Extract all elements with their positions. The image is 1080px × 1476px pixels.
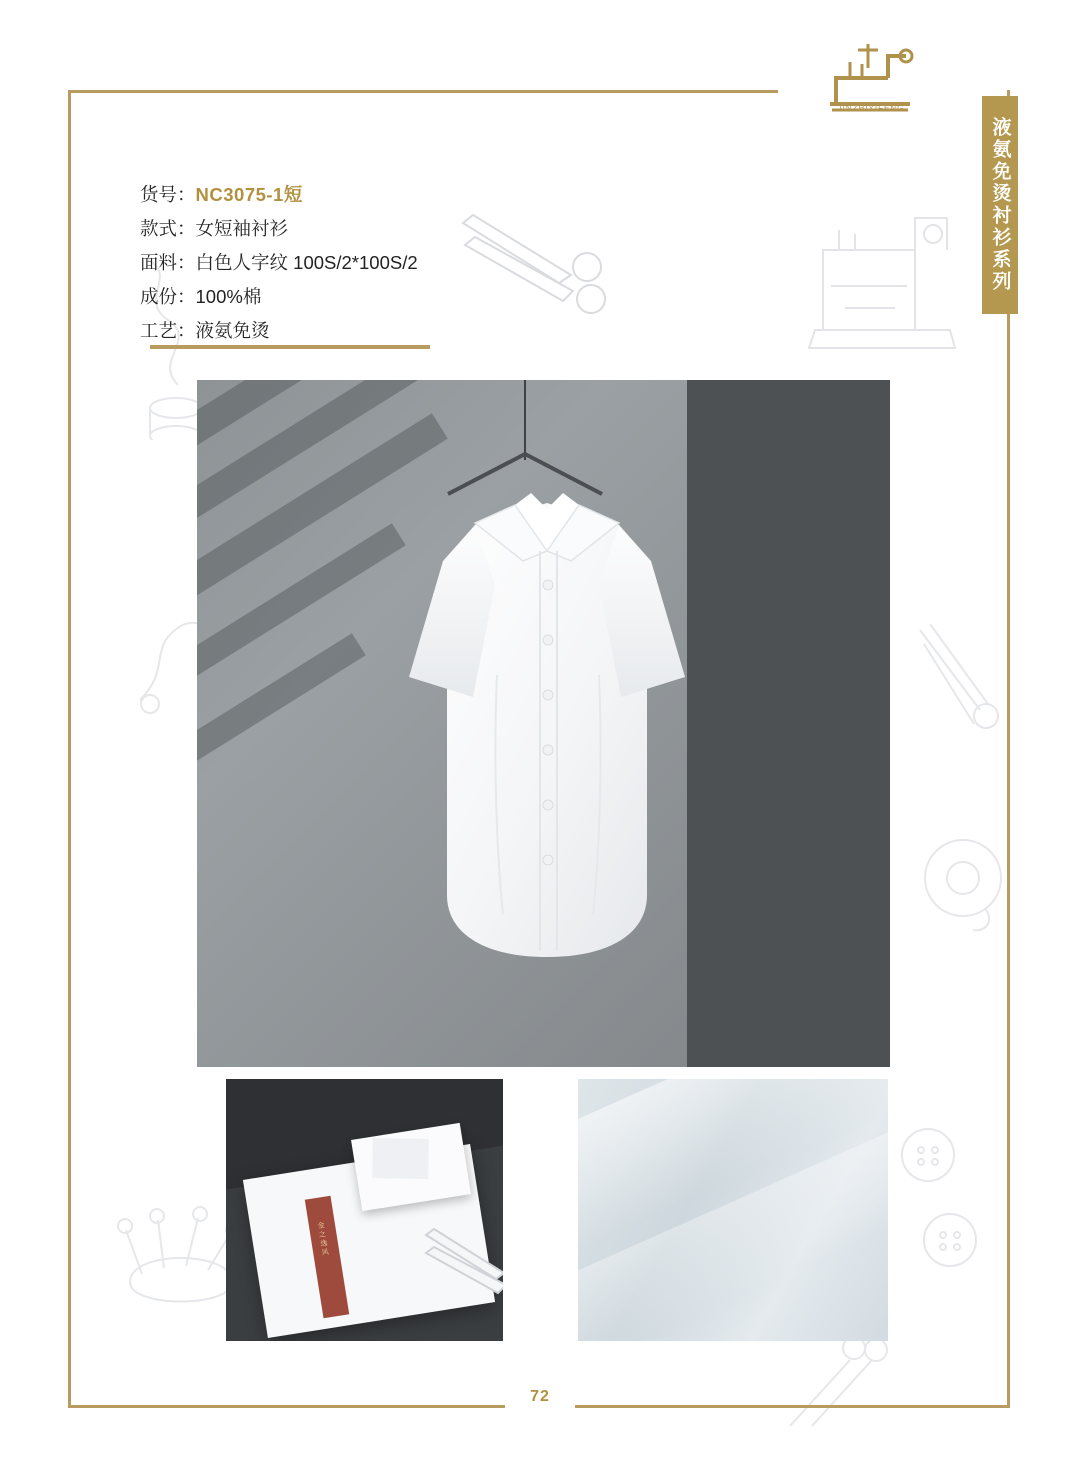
folded-shirt-photo: [226, 1079, 503, 1341]
hero-product-photo: [197, 380, 890, 1067]
sewing-machine-sketch: [795, 190, 970, 365]
spec-label: 成份：: [140, 286, 196, 307]
series-tab: [982, 96, 1018, 314]
hanger-hook: [524, 380, 526, 460]
fabric-swatch-photo: [578, 1079, 888, 1341]
spec-value: NC3075-1短: [195, 184, 303, 205]
spec-label: 工艺：: [140, 320, 196, 341]
scissors-sketch: [780, 1330, 900, 1440]
frame-line-left: [68, 90, 71, 1408]
spec-value: 液氨免烫: [195, 320, 270, 341]
spec-value: 100%棉: [195, 286, 262, 307]
spec-underline: [150, 345, 430, 349]
spec-value: 女短袖衬衫: [195, 218, 289, 239]
spec-label: 货号：: [140, 184, 196, 205]
series-tab-label: 液氨免烫衬衫系列: [989, 117, 1011, 293]
shirt-illustration: [347, 465, 747, 985]
brand-mark-caption: JINZHIYIFENG: [837, 104, 905, 113]
spec-label: 款式：: [140, 218, 196, 239]
frame-line-top: [68, 90, 778, 93]
buttons-sketch: [888, 1120, 998, 1280]
spec-value: 白色人字纹 100S/2*100S/2: [195, 252, 418, 273]
scissors-prop: [422, 1227, 503, 1311]
tape-measure-sketch: [915, 830, 1011, 940]
paper-band-label: 金之逸风: [316, 1221, 329, 1258]
spec-label: 面料：: [140, 252, 196, 273]
scissors-illustration: [455, 205, 625, 335]
page-number: 72: [530, 1388, 550, 1405]
safety-pin-sketch: [900, 620, 1010, 740]
